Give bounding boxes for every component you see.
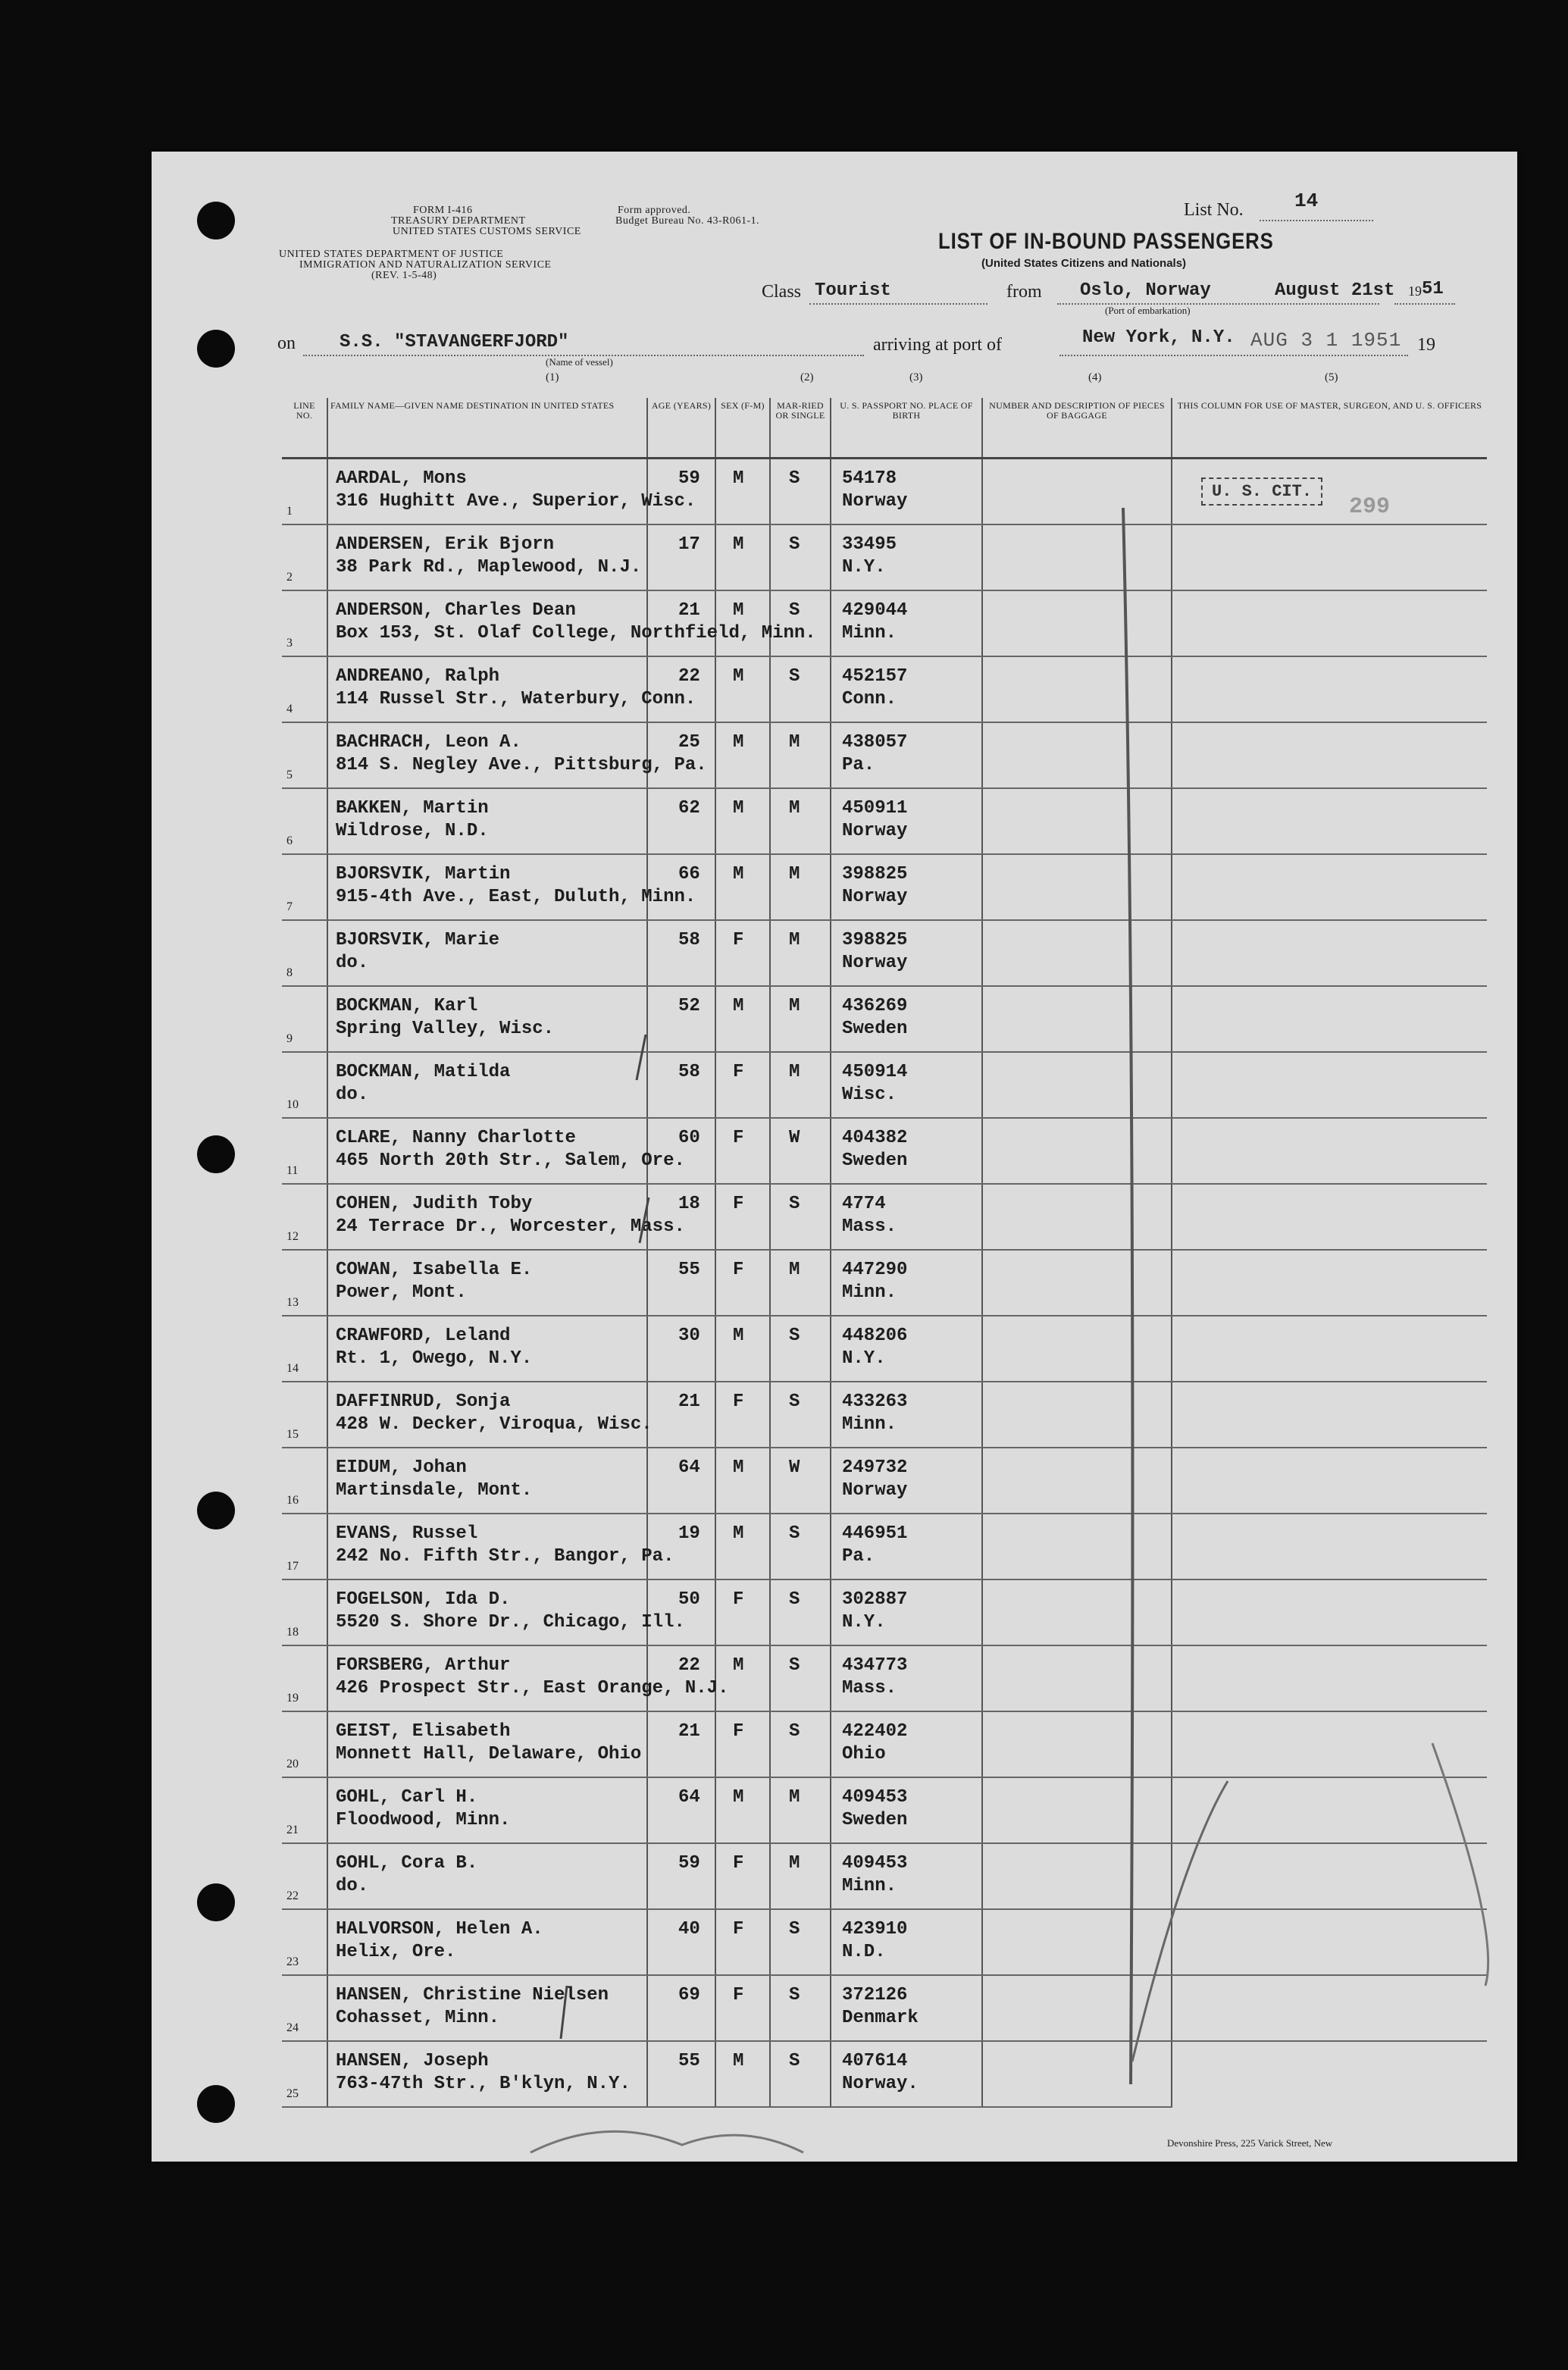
passenger-sex: M <box>733 1523 744 1544</box>
line-number: 18 <box>286 1626 299 1639</box>
passenger-name: HALVORSON, Helen A. <box>336 1919 543 1940</box>
line-number: 15 <box>286 1428 299 1441</box>
passenger-destination: 5520 S. Shore Dr., Chicago, Ill. <box>336 1612 685 1633</box>
passport-number: 438057 <box>842 732 908 753</box>
marital-status: M <box>789 864 800 884</box>
passenger-age: 62 <box>678 798 700 819</box>
line-number: 20 <box>286 1758 299 1770</box>
passport-number: 249732 <box>842 1457 908 1478</box>
passenger-age: 69 <box>678 1985 700 2005</box>
passenger-destination: Helix, Ore. <box>336 1942 456 1962</box>
passenger-sex: M <box>733 2051 744 2071</box>
passport-number: 4774 <box>842 1194 886 1214</box>
passenger-age: 22 <box>678 1655 700 1676</box>
passenger-age: 19 <box>678 1523 700 1544</box>
passport-number: 423910 <box>842 1919 908 1940</box>
place-of-birth: Sweden <box>842 1151 908 1171</box>
line-number: 19 <box>286 1692 299 1705</box>
passenger-name: COHEN, Judith Toby <box>336 1194 533 1214</box>
passenger-age: 18 <box>678 1194 700 1214</box>
line-number: 9 <box>286 1032 293 1045</box>
line-number: 13 <box>286 1296 299 1309</box>
passenger-destination: 465 North 20th Str., Salem, Ore. <box>336 1151 685 1171</box>
line-number: 11 <box>286 1164 299 1177</box>
marital-status: S <box>789 1655 800 1676</box>
passenger-sex: M <box>733 1457 744 1478</box>
date-year: 51 <box>1422 279 1444 299</box>
printer-imprint: Devonshire Press, 225 Varick Street, New <box>1167 2137 1333 2149</box>
passenger-age: 17 <box>678 534 700 555</box>
passenger-sex: M <box>733 798 744 819</box>
col-num: (3) <box>909 371 923 384</box>
passenger-sex: M <box>733 468 744 489</box>
passenger-destination: Cohasset, Minn. <box>336 2008 500 2028</box>
marital-status: M <box>789 798 800 819</box>
passenger-name: BJORSVIK, Martin <box>336 864 511 884</box>
passenger-name: ANDREANO, Ralph <box>336 666 500 687</box>
line-number: 6 <box>286 834 293 847</box>
form-number: FORM I-416 <box>413 205 473 216</box>
marital-status: S <box>789 1523 800 1544</box>
place-of-birth: Minn. <box>842 623 897 643</box>
passenger-sex: F <box>733 930 744 950</box>
passport-number: 433263 <box>842 1392 908 1412</box>
passenger-name: COWAN, Isabella E. <box>336 1260 533 1280</box>
marital-status: S <box>789 1985 800 2005</box>
place-of-birth: N.Y. <box>842 557 886 578</box>
marital-status: S <box>789 600 800 621</box>
passport-number: 450911 <box>842 798 908 819</box>
passenger-name: BAKKEN, Martin <box>336 798 489 819</box>
passenger-age: 25 <box>678 732 700 753</box>
col-officers: THIS COLUMN FOR USE OF MASTER, SURGEON, AND U. S. OFFICERS <box>1172 398 1487 459</box>
pencil-marks <box>152 152 1517 2162</box>
passenger-age: 21 <box>678 600 700 621</box>
col-num: (2) <box>800 371 814 384</box>
passenger-sex: F <box>733 1260 744 1280</box>
passport-number: 447290 <box>842 1260 908 1280</box>
passenger-name: GEIST, Elisabeth <box>336 1721 511 1742</box>
passenger-sex: M <box>733 732 744 753</box>
passport-number: 434773 <box>842 1655 908 1676</box>
place-of-birth: N.Y. <box>842 1612 886 1633</box>
marital-status: M <box>789 1062 800 1082</box>
passport-number: 448206 <box>842 1326 908 1346</box>
place-of-birth: Norway <box>842 1480 908 1501</box>
line-number: 22 <box>286 1889 299 1902</box>
marital-status: S <box>789 666 800 687</box>
passport-number: 436269 <box>842 996 908 1016</box>
passenger-name: DAFFINRUD, Sonja <box>336 1392 511 1412</box>
on-label: on <box>277 333 296 353</box>
ins-service: IMMIGRATION AND NATURALIZATION SERVICE <box>299 259 552 271</box>
marital-status: S <box>789 468 800 489</box>
passport-number: 372126 <box>842 1985 908 2005</box>
passenger-destination: Wildrose, N.D. <box>336 821 489 841</box>
passenger-age: 64 <box>678 1787 700 1808</box>
passenger-name: CRAWFORD, Leland <box>336 1326 511 1346</box>
line-number: 4 <box>286 703 293 715</box>
passenger-age: 64 <box>678 1457 700 1478</box>
col-num: (5) <box>1325 371 1338 384</box>
place-of-birth: Sweden <box>842 1019 908 1039</box>
us-cit-stamp: U. S. CIT. <box>1201 477 1322 506</box>
passenger-destination: 763-47th Str., B'klyn, N.Y. <box>336 2074 631 2094</box>
line-number: 12 <box>286 1230 299 1243</box>
line-number: 25 <box>286 2087 299 2100</box>
passenger-destination: 24 Terrace Dr., Worcester, Mass. <box>336 1216 685 1237</box>
passenger-destination: Power, Mont. <box>336 1282 467 1303</box>
passenger-age: 40 <box>678 1919 700 1940</box>
embarkation-port: Oslo, Norway <box>1080 280 1211 301</box>
passenger-sex: F <box>733 1392 744 1412</box>
passenger-age: 59 <box>678 1853 700 1874</box>
place-of-birth: Pa. <box>842 755 875 775</box>
passenger-name: BOCKMAN, Matilda <box>336 1062 511 1082</box>
place-of-birth: Wisc. <box>842 1085 897 1105</box>
customs-service: UNITED STATES CUSTOMS SERVICE <box>393 226 581 237</box>
col-married: MAR-RIED OR SINGLE <box>770 398 831 459</box>
place-of-birth: Pa. <box>842 1546 875 1567</box>
form-approved: Form approved. <box>618 205 691 216</box>
passenger-sex: F <box>733 1589 744 1610</box>
passenger-name: AARDAL, Mons <box>336 468 467 489</box>
col-age: AGE (YEARS) <box>647 398 715 459</box>
place-of-birth: Ohio <box>842 1744 886 1764</box>
passport-number: 422402 <box>842 1721 908 1742</box>
place-of-birth: Minn. <box>842 1414 897 1435</box>
document-subtitle: (United States Citizens and Nationals) <box>981 257 1187 270</box>
passenger-age: 50 <box>678 1589 700 1610</box>
vessel-caption: (Name of vessel) <box>546 356 613 368</box>
document-title: LIST OF IN-BOUND PASSENGERS <box>938 229 1274 254</box>
year-suffix: 19 <box>1417 335 1435 355</box>
marital-status: S <box>789 2051 800 2071</box>
class-label: Class <box>762 282 802 302</box>
passenger-destination: Martinsdale, Mont. <box>336 1480 533 1501</box>
passenger-name: HANSEN, Christine Nielsen <box>336 1985 609 2005</box>
place-of-birth: Norway <box>842 887 908 907</box>
arrival-date-stamp: AUG 3 1 1951 <box>1250 329 1402 352</box>
list-number: 14 <box>1294 189 1319 212</box>
passenger-name: GOHL, Cora B. <box>336 1853 478 1874</box>
passenger-name: BJORSVIK, Marie <box>336 930 500 950</box>
line-number: 14 <box>286 1362 299 1375</box>
line-number: 21 <box>286 1824 299 1836</box>
marital-status: W <box>789 1457 800 1478</box>
col-num: (4) <box>1088 371 1102 384</box>
place-of-birth: Sweden <box>842 1810 908 1830</box>
passenger-destination: Floodwood, Minn. <box>336 1810 511 1830</box>
passenger-name: EIDUM, Johan <box>336 1457 467 1478</box>
passenger-sex: F <box>733 1062 744 1082</box>
col-passport: U. S. PASSPORT NO. PLACE OF BIRTH <box>831 398 982 459</box>
passenger-age: 59 <box>678 468 700 489</box>
passenger-age: 21 <box>678 1392 700 1412</box>
passenger-destination: 426 Prospect Str., East Orange, N.J. <box>336 1678 729 1698</box>
passenger-sex: F <box>733 1853 744 1874</box>
line-number: 5 <box>286 769 293 781</box>
marital-status: W <box>789 1128 800 1148</box>
place-of-birth: Norway <box>842 821 908 841</box>
treasury-dept: TREASURY DEPARTMENT <box>391 215 526 227</box>
passenger-name: FOGELSON, Ida D. <box>336 1589 511 1610</box>
passport-number: 33495 <box>842 534 897 555</box>
passenger-sex: F <box>733 1985 744 2005</box>
passenger-sex: M <box>733 534 744 555</box>
passenger-destination: do. <box>336 1085 369 1105</box>
from-label: from <box>1006 282 1042 302</box>
passenger-age: 52 <box>678 996 700 1016</box>
place-of-birth: Norway <box>842 953 908 973</box>
passenger-destination: 915-4th Ave., East, Duluth, Minn. <box>336 887 696 907</box>
vessel-name: S.S. "STAVANGERFJORD" <box>340 332 569 352</box>
place-of-birth: Mass. <box>842 1678 897 1698</box>
marital-status: S <box>789 534 800 555</box>
place-of-birth: N.D. <box>842 1942 886 1962</box>
passport-number: 407614 <box>842 2051 908 2071</box>
passenger-age: 55 <box>678 2051 700 2071</box>
place-of-birth: Norway <box>842 491 908 512</box>
passenger-sex: M <box>733 1787 744 1808</box>
marital-status: S <box>789 1721 800 1742</box>
marital-status: S <box>789 1194 800 1214</box>
passenger-sex: M <box>733 1655 744 1676</box>
line-number: 2 <box>286 571 293 584</box>
line-number: 17 <box>286 1560 299 1573</box>
passenger-sex: M <box>733 864 744 884</box>
passenger-sex: F <box>733 1919 744 1940</box>
passenger-age: 21 <box>678 1721 700 1742</box>
col-name: FAMILY NAME—GIVEN NAME DESTINATION IN UNITED STATES <box>327 398 647 459</box>
passport-number: 398825 <box>842 864 908 884</box>
departure-date: August 21st <box>1275 280 1395 301</box>
rev-date: (REV. 1-5-48) <box>371 270 437 281</box>
justice-dept: UNITED STATES DEPARTMENT OF JUSTICE <box>279 249 504 260</box>
place-of-birth: Denmark <box>842 2008 919 2028</box>
marital-status: M <box>789 732 800 753</box>
passenger-sex: F <box>733 1194 744 1214</box>
passenger-destination: 316 Hughitt Ave., Superior, Wisc. <box>336 491 696 512</box>
passenger-sex: M <box>733 666 744 687</box>
passenger-name: ANDERSEN, Erik Bjorn <box>336 534 555 555</box>
passenger-sex: F <box>733 1128 744 1148</box>
col-baggage: NUMBER AND DESCRIPTION OF PIECES OF BAGGAGE <box>982 398 1172 459</box>
passport-number: 450914 <box>842 1062 908 1082</box>
port-embark-caption: (Port of embarkation) <box>1105 305 1191 316</box>
marital-status: M <box>789 1853 800 1874</box>
date-prefix: 19 <box>1408 283 1422 299</box>
passport-number: 446951 <box>842 1523 908 1544</box>
place-of-birth: N.Y. <box>842 1348 886 1369</box>
passport-number: 429044 <box>842 600 908 621</box>
passenger-destination: 114 Russel Str., Waterbury, Conn. <box>336 689 696 709</box>
list-no-label: List No. <box>1184 200 1244 220</box>
passenger-name: CLARE, Nanny Charlotte <box>336 1128 576 1148</box>
line-number: 23 <box>286 1955 299 1968</box>
passport-number: 302887 <box>842 1589 908 1610</box>
line-number: 3 <box>286 637 293 650</box>
passenger-age: 66 <box>678 864 700 884</box>
col-line: LINE NO. <box>282 398 327 459</box>
passenger-destination: 814 S. Negley Ave., Pittsburg, Pa. <box>336 755 707 775</box>
place-of-birth: Conn. <box>842 689 897 709</box>
place-of-birth: Minn. <box>842 1876 897 1896</box>
place-of-birth: Norway. <box>842 2074 919 2094</box>
arriving-label: arriving at port of <box>873 335 1002 355</box>
passenger-name: EVANS, Russel <box>336 1523 478 1544</box>
passenger-destination: do. <box>336 1876 369 1896</box>
col-num: (1) <box>546 371 559 384</box>
marital-status: S <box>789 1326 800 1346</box>
line-number: 16 <box>286 1494 299 1507</box>
budget-bureau: Budget Bureau No. 43-R061-1. <box>615 215 760 227</box>
line-number: 24 <box>286 2021 299 2034</box>
line-number: 7 <box>286 900 293 913</box>
marital-status: S <box>789 1392 800 1412</box>
marital-status: M <box>789 1787 800 1808</box>
marital-status: S <box>789 1919 800 1940</box>
officer-stamp-number: 299 <box>1349 494 1391 520</box>
passenger-name: BOCKMAN, Karl <box>336 996 478 1016</box>
col-sex: SEX (F-M) <box>715 398 770 459</box>
passenger-name: GOHL, Carl H. <box>336 1787 478 1808</box>
marital-status: S <box>789 1589 800 1610</box>
arrival-port: New York, N.Y. <box>1082 327 1235 348</box>
passenger-destination: 38 Park Rd., Maplewood, N.J. <box>336 557 642 578</box>
passport-number: 404382 <box>842 1128 908 1148</box>
passport-number: 54178 <box>842 468 897 489</box>
passenger-name: HANSEN, Joseph <box>336 2051 489 2071</box>
place-of-birth: Minn. <box>842 1282 897 1303</box>
passenger-destination: Rt. 1, Owego, N.Y. <box>336 1348 533 1369</box>
marital-status: M <box>789 996 800 1016</box>
passenger-sex: F <box>733 1721 744 1742</box>
passport-number: 409453 <box>842 1787 908 1808</box>
class-value: Tourist <box>815 280 891 301</box>
passenger-destination: 428 W. Decker, Viroqua, Wisc. <box>336 1414 653 1435</box>
passenger-sex: M <box>733 600 744 621</box>
passenger-destination: 242 No. Fifth Str., Bangor, Pa. <box>336 1546 674 1567</box>
passenger-age: 30 <box>678 1326 700 1346</box>
passenger-age: 58 <box>678 1062 700 1082</box>
marital-status: M <box>789 930 800 950</box>
passenger-age: 60 <box>678 1128 700 1148</box>
passenger-name: BACHRACH, Leon A. <box>336 732 521 753</box>
passenger-destination: Spring Valley, Wisc. <box>336 1019 555 1039</box>
passport-number: 409453 <box>842 1853 908 1874</box>
line-number: 1 <box>286 505 293 518</box>
passenger-name: FORSBERG, Arthur <box>336 1655 511 1676</box>
place-of-birth: Mass. <box>842 1216 897 1237</box>
passport-number: 452157 <box>842 666 908 687</box>
manifest-page <box>152 152 1517 2162</box>
passenger-age: 55 <box>678 1260 700 1280</box>
marital-status: M <box>789 1260 800 1280</box>
passport-number: 398825 <box>842 930 908 950</box>
passenger-age: 22 <box>678 666 700 687</box>
passenger-name: ANDERSON, Charles Dean <box>336 600 576 621</box>
passenger-sex: M <box>733 1326 744 1346</box>
passenger-age: 58 <box>678 930 700 950</box>
passenger-destination: do. <box>336 953 369 973</box>
line-number: 8 <box>286 966 293 979</box>
line-number: 10 <box>286 1098 299 1111</box>
passenger-sex: M <box>733 996 744 1016</box>
passenger-destination: Monnett Hall, Delaware, Ohio <box>336 1744 642 1764</box>
passenger-destination: Box 153, St. Olaf College, Northfield, Minn. <box>336 623 816 643</box>
